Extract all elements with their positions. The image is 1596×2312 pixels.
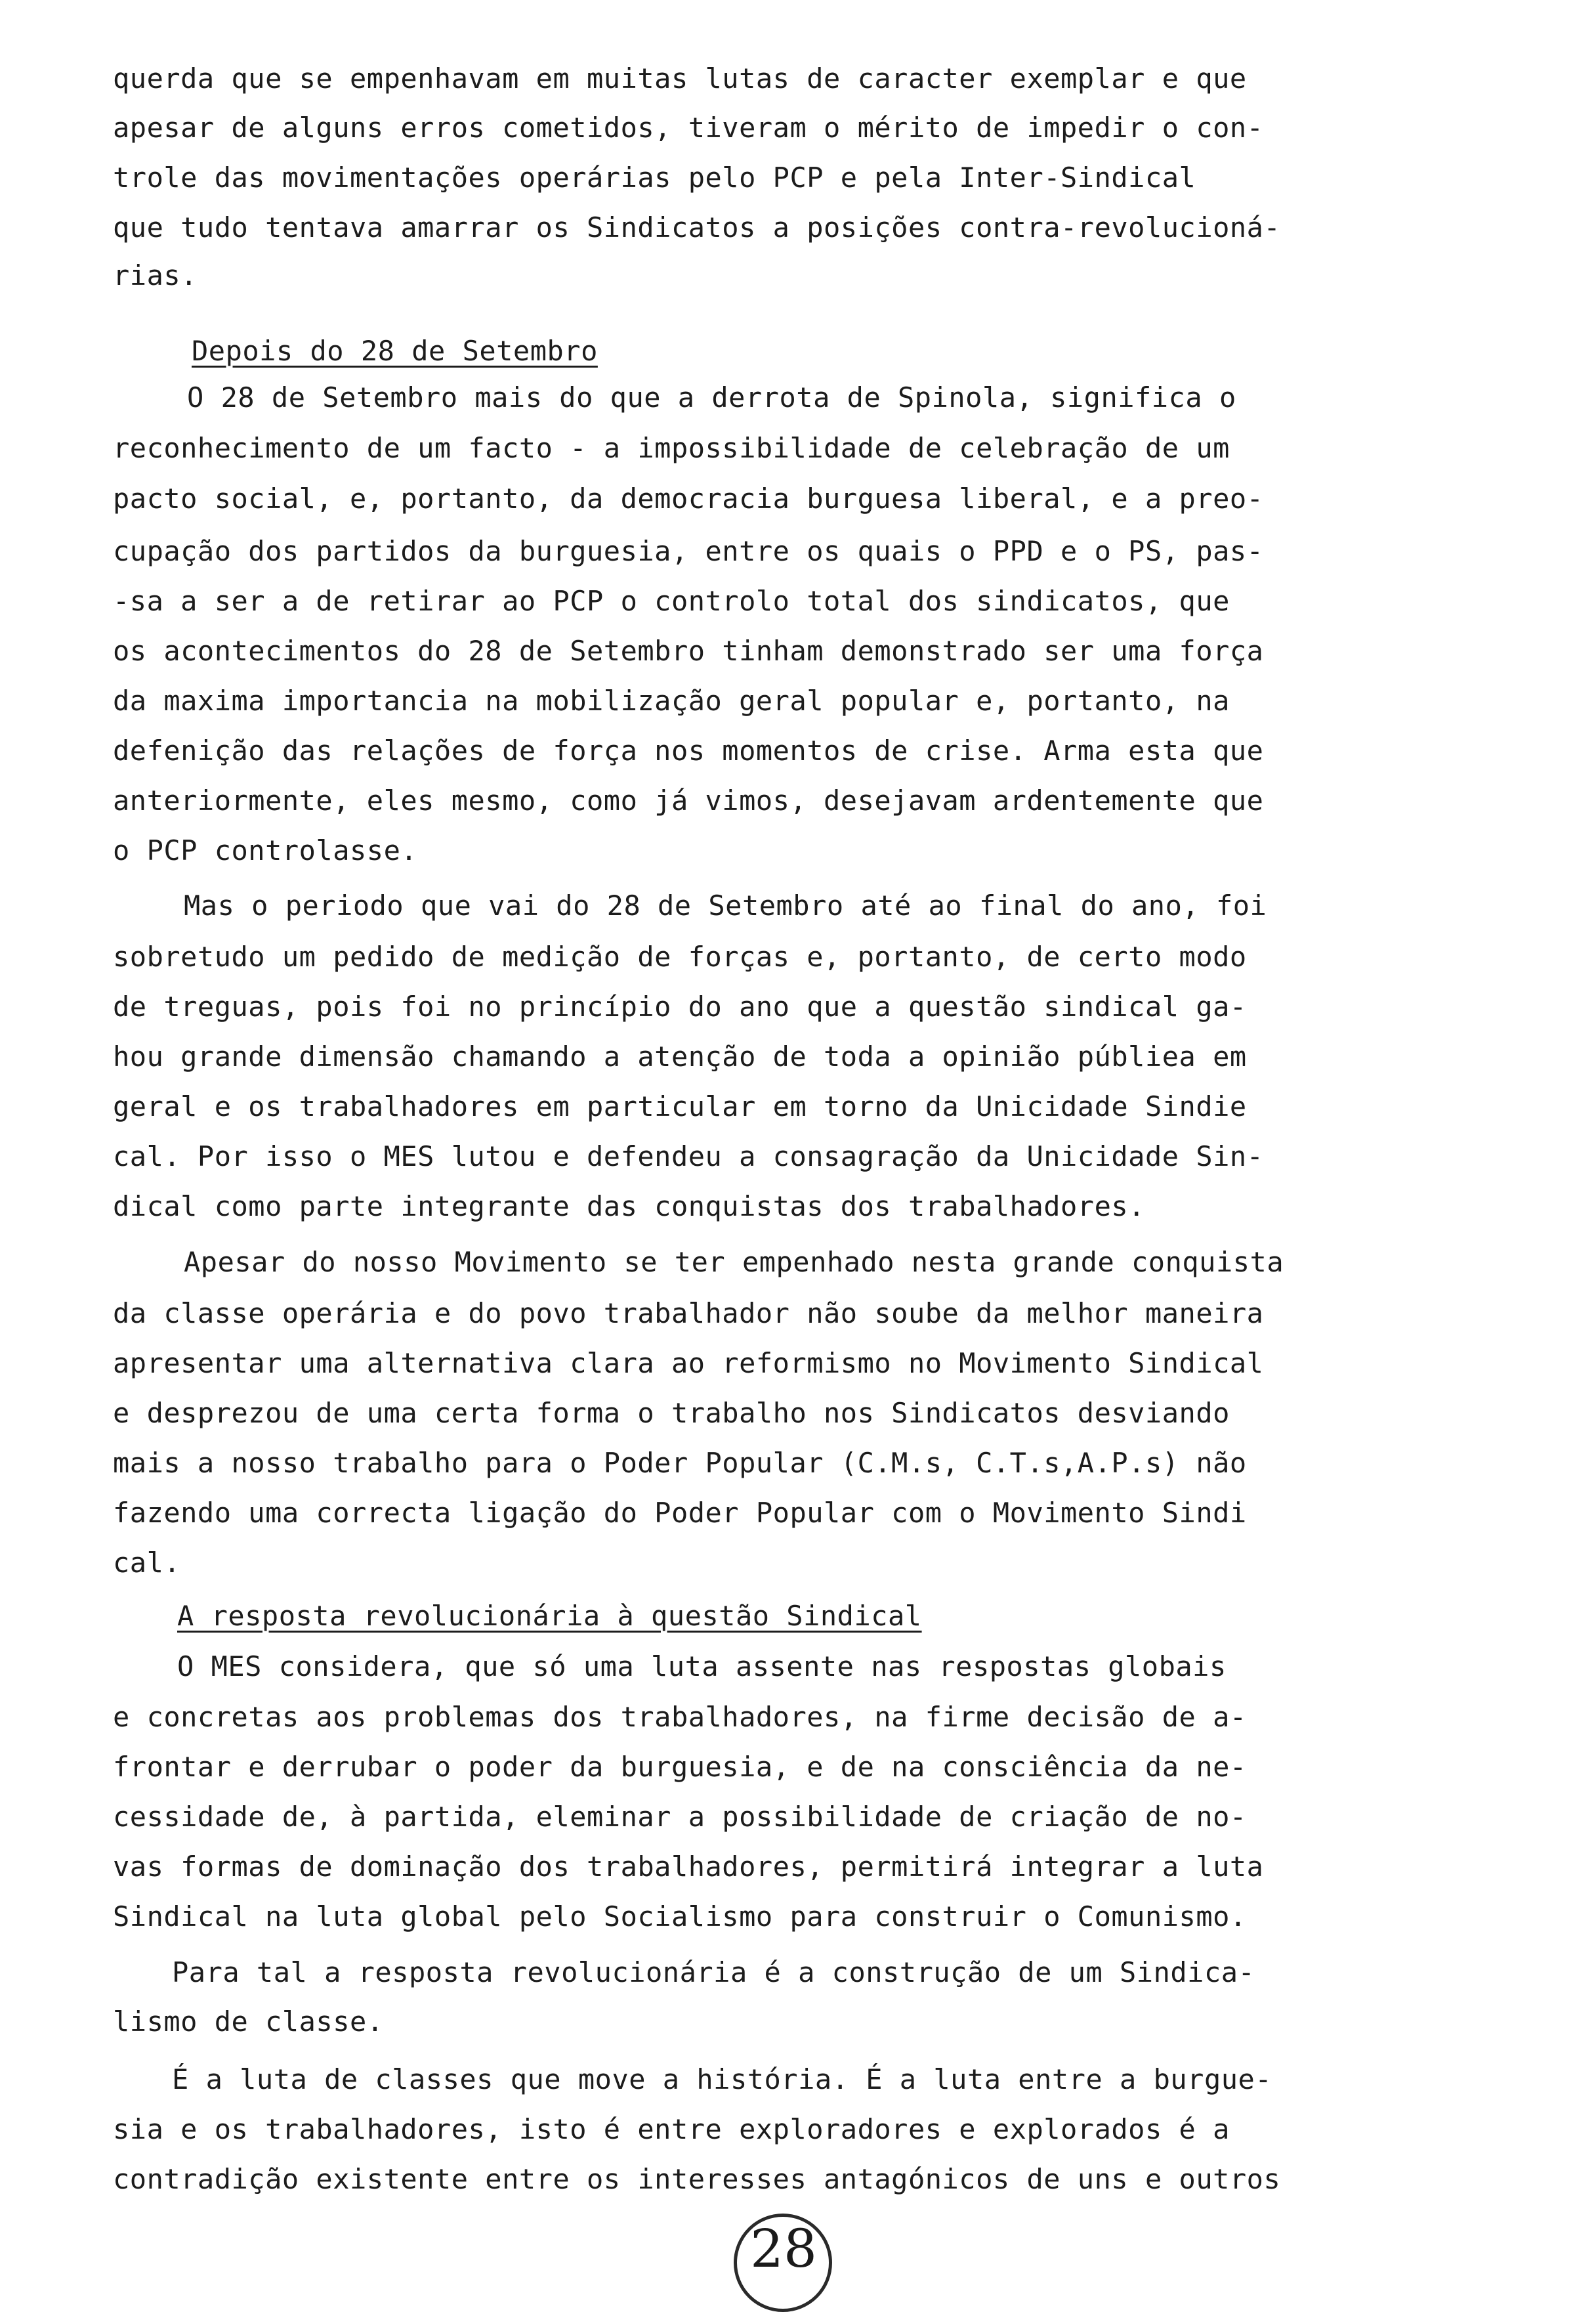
text-line: reconhecimento de um facto - a impossibilidade de celebração de um (113, 432, 1230, 464)
text-line: anteriormente, eles mesmo, como já vimos, desejavam ardentemente que (113, 784, 1264, 817)
text-line: contradição existente entre os interesses antagónicos de uns e outros (113, 2163, 1281, 2195)
page-number: 28 (750, 2218, 817, 2279)
text-line: da classe operária e do povo trabalhador não soube da melhor maneira (113, 1297, 1264, 1329)
text-line: apesar de alguns erros cometidos, tiveram o mérito de impedir o con- (113, 112, 1264, 144)
text-line: mais a nosso trabalho para o Poder Popular (C.M.s, C.T.s,A.P.s) não (113, 1447, 1247, 1479)
text-line: geral e os trabalhadores em particular em torno da Unicidade Sindie (113, 1090, 1247, 1123)
text-line: querda que se empenhavam em muitas lutas de caracter exemplar e que (113, 62, 1247, 95)
text-line: trole das movimentações operárias pelo PCP e pela Inter-Sindical (113, 161, 1196, 194)
text-line: O 28 de Setembro mais do que a derrota de Spinola, significa o (187, 381, 1236, 414)
text-line: Para tal a resposta revolucionária é a construção de um Sindica- (172, 1956, 1255, 1988)
text-line: sia e os trabalhadores, isto é entre exploradores e explorados é a (113, 2113, 1230, 2145)
text-line: que tudo tentava amarrar os Sindicatos a posições contra-revolucioná- (113, 211, 1281, 244)
text-line: apresentar uma alternativa clara ao reformismo no Movimento Sindical (113, 1347, 1264, 1379)
text-line: rias. (113, 259, 198, 291)
text-line: cal. (113, 1547, 181, 1579)
text-line: É a luta de classes que move a história. É a luta entre a burgue- (172, 2063, 1272, 2095)
text-line: Apesar do nosso Movimento se ter empenhado nesta grande conquista (184, 1246, 1284, 1278)
text-line: os acontecimentos do 28 de Setembro tinham demonstrado ser uma força (113, 635, 1264, 667)
text-line: cal. Por isso o MES lutou e defendeu a consagração da Unicidade Sin- (113, 1140, 1264, 1172)
text-line: e desprezou de uma certa forma o trabalho nos Sindicatos desviando (113, 1397, 1230, 1429)
text-line: defenição das relações de força nos momentos de crise. Arma esta que (113, 735, 1264, 767)
text-line: da maxima importancia na mobilização geral popular e, portanto, na (113, 685, 1230, 717)
text-line: o PCP controlasse. (113, 834, 418, 867)
text-line: pacto social, e, portanto, da democracia burguesa liberal, e a preo- (113, 482, 1264, 515)
text-line: O MES considera, que só uma luta assente nas respostas globais (177, 1650, 1227, 1682)
text-line: lismo de classe. (113, 2005, 384, 2038)
text-line: hou grande dimensão chamando a atenção de toda a opinião públiea em (113, 1040, 1247, 1073)
text-line: fazendo uma correcta ligação do Poder Popular com o Movimento Sindi (113, 1497, 1247, 1529)
section-heading: A resposta revolucionária à questão Sindical (177, 1600, 922, 1632)
text-line: Mas o periodo que vai do 28 de Setembro até ao final do ano, foi (184, 889, 1267, 922)
text-line: e concretas aos problemas dos trabalhadores, na firme decisão de a- (113, 1701, 1247, 1733)
text-line: de treguas, pois foi no princípio do ano que a questão sindical ga- (113, 991, 1247, 1023)
text-line: -sa a ser a de retirar ao PCP o controlo total dos sindicatos, que (113, 585, 1230, 617)
text-line: Sindical na luta global pelo Socialismo para construir o Comunismo. (113, 1900, 1247, 1933)
text-line: cessidade de, à partida, eleminar a possibilidade de criação de no- (113, 1801, 1247, 1833)
text-line: cupação dos partidos da burguesia, entre os quais o PPD e o PS, pas- (113, 535, 1264, 567)
text-line: sobretudo um pedido de medição de forças e, portanto, de certo modo (113, 941, 1247, 973)
section-heading: Depois do 28 de Setembro (192, 335, 598, 367)
text-line: dical como parte integrante das conquistas dos trabalhadores. (113, 1190, 1145, 1222)
text-line: vas formas de dominação dos trabalhadores, permitirá integrar a luta (113, 1851, 1264, 1883)
text-line: frontar e derrubar o poder da burguesia, e de na consciência da ne- (113, 1751, 1247, 1783)
